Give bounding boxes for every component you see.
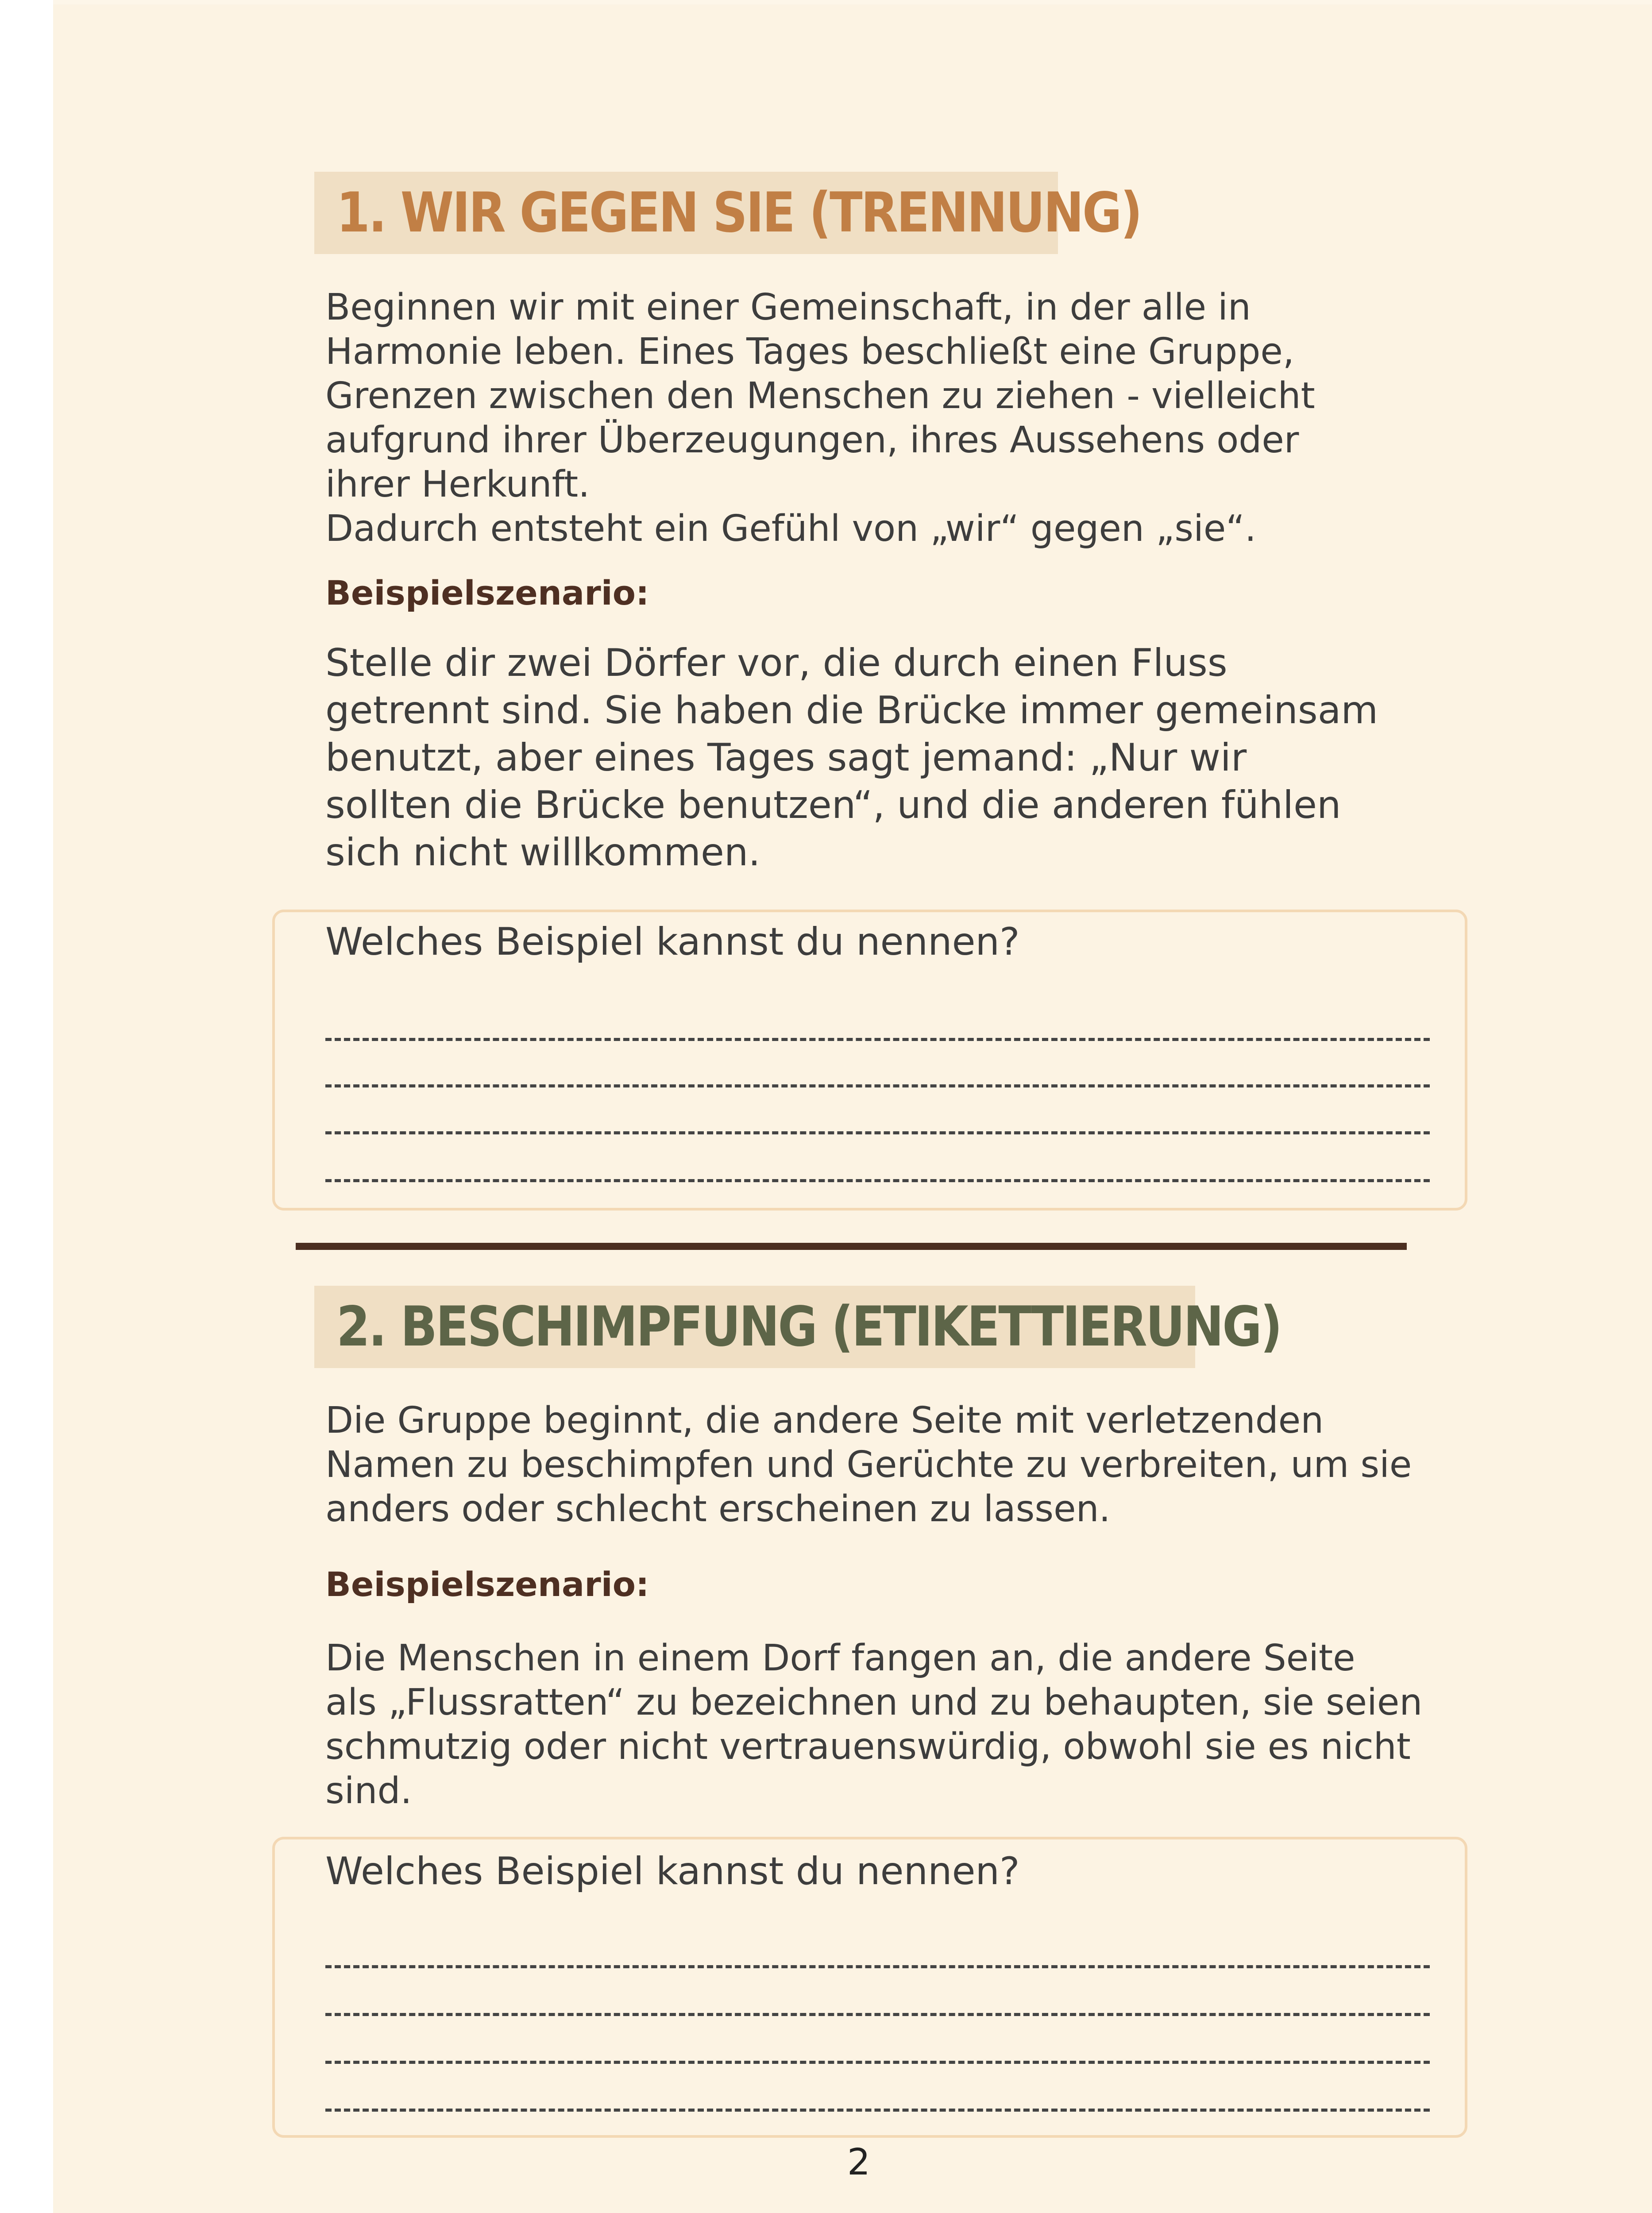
section2-answer-line-1[interactable]	[325, 1965, 1430, 1968]
section2-answer-line-4[interactable]	[325, 2109, 1430, 2112]
page-number: 2	[847, 2141, 871, 2183]
section1-answer-line-4[interactable]	[325, 1179, 1430, 1182]
section2-scenario: Die Menschen in einem Dorf fangen an, die andere Seite als „Flussratten“ zu bezeichnen und zu behaupten, sie seien schmutzig oder nicht vertrauenswürdig, obwohl sie es nicht sind.	[325, 1637, 1423, 1812]
section2-heading: 2. BESCHIMPFUNG (ETIKETTIERUNG)	[336, 1295, 1281, 1359]
section1-scenario: Stelle dir zwei Dörfer vor, die durch einen Fluss getrennt sind. Sie haben die Brücke immer gemeinsam benutzt, aber eines Tages sagt jemand: „Nur wir sollten die Brücke benutzen“, und die anderen fühlen sich nicht willkommen.	[325, 641, 1378, 875]
section2-answer-line-3[interactable]	[325, 2061, 1430, 2064]
section1-answer-line-2[interactable]	[325, 1084, 1430, 1087]
section2-intro: Die Gruppe beginnt, die andere Seite mit verletzenden Namen zu beschimpfen und Gerüchte zu verbreiten, um sie anders oder schlecht erscheinen zu lassen.	[325, 1400, 1412, 1530]
section1-heading-band	[314, 172, 1141, 254]
section2-prompt: Welches Beispiel kannst du nennen?	[325, 1849, 1020, 1893]
section2-scenario-label: Beispielszenario:	[325, 1565, 649, 1604]
section2-heading-band	[314, 1286, 1281, 1368]
section1-heading: 1. WIR GEGEN SIE (TRENNUNG)	[336, 181, 1141, 245]
section1-scenario-label: Beispielszenario:	[325, 573, 649, 613]
section1-answer-line-1[interactable]	[325, 1038, 1430, 1041]
section1-intro: Beginnen wir mit einer Gemeinschaft, in der alle in Harmonie leben. Eines Tages beschließt eine Gruppe, Grenzen zwischen den Menschen zu ziehen - vielleicht aufgrund ihrer Überzeugungen, ihres Aussehens oder ihrer Herkunft. Dadurch entsteht ein Gefühl von „wir“ gegen „sie“.	[325, 286, 1315, 550]
section-divider	[296, 1243, 1407, 1250]
section1-prompt: Welches Beispiel kannst du nennen?	[325, 920, 1020, 964]
section2-answer-line-2[interactable]	[325, 2013, 1430, 2016]
page-edge	[0, 0, 53, 2213]
section1-answer-line-3[interactable]	[325, 1131, 1430, 1134]
